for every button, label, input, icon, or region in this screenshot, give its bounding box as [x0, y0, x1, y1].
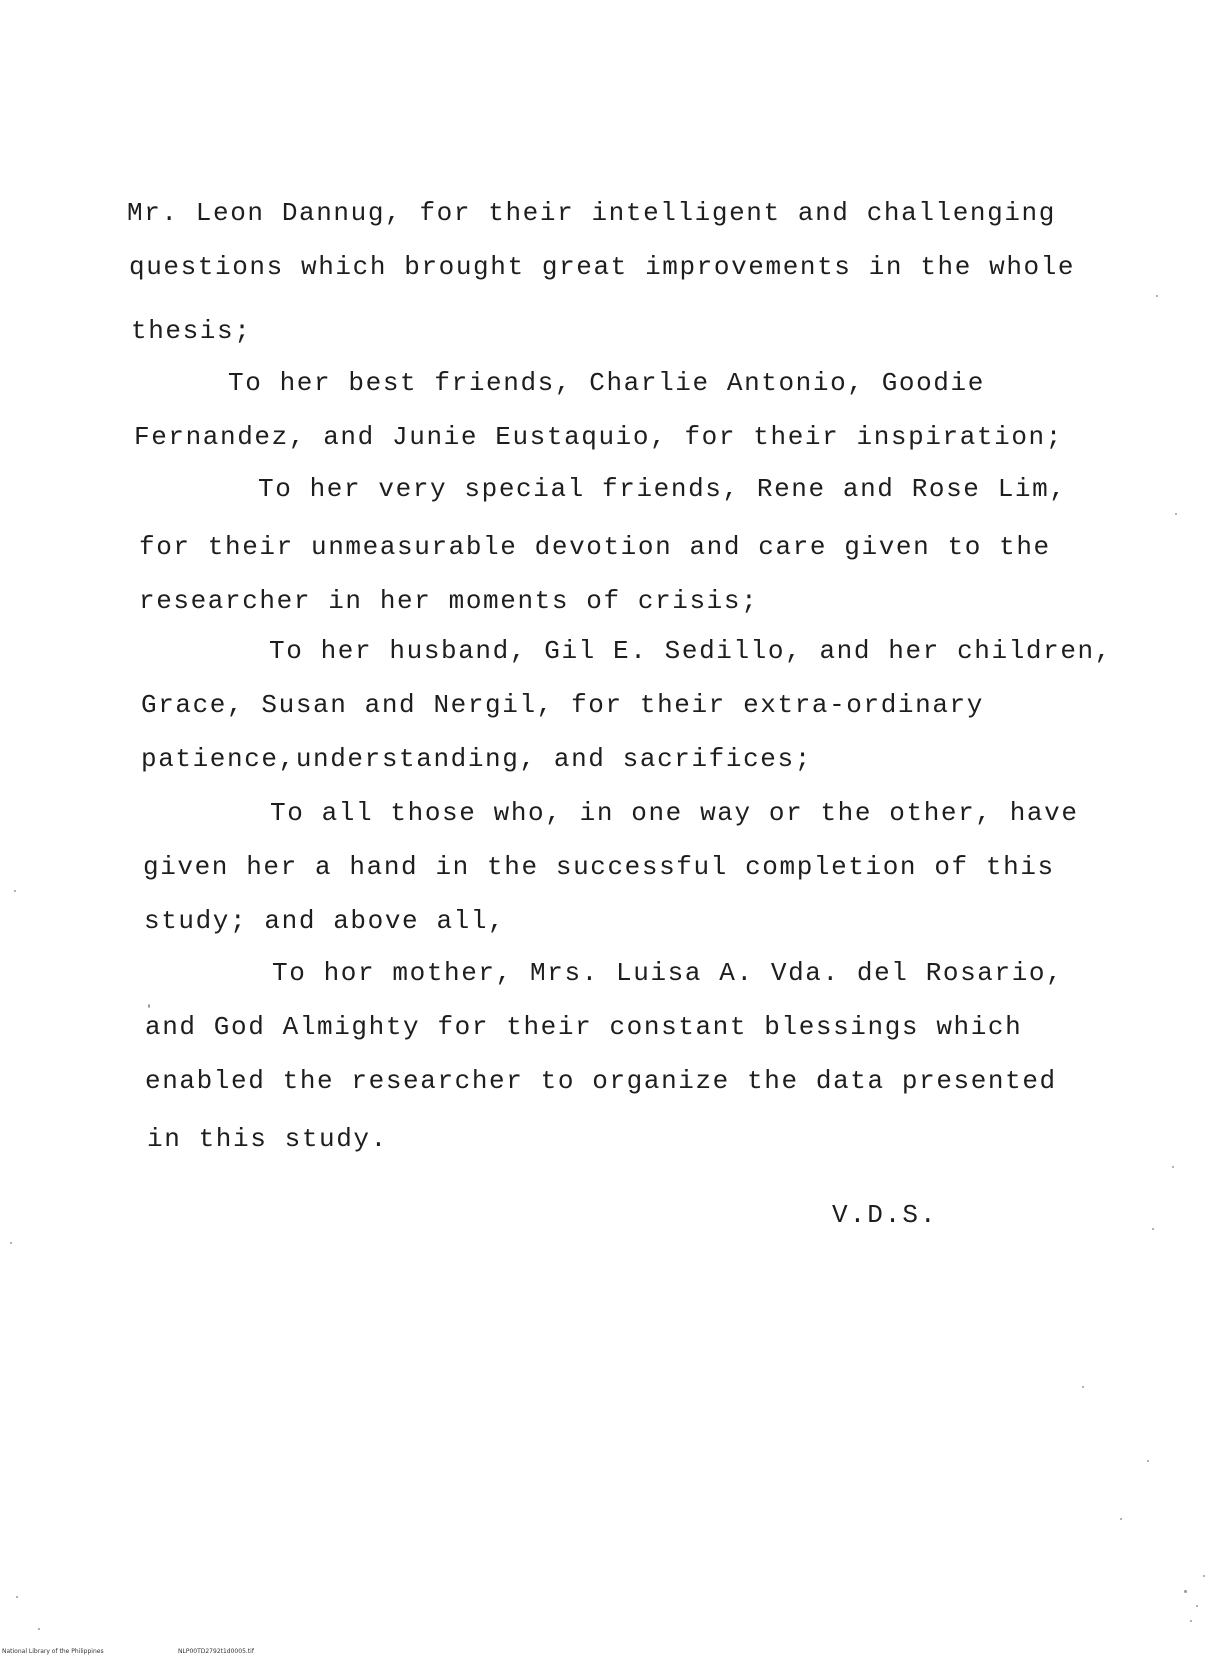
- text-line-8: researcher in her moments of crisis;: [139, 586, 759, 616]
- text-line-16: and God Almighty for their constant blessings which: [145, 1012, 1023, 1042]
- scan-speck: [1120, 1518, 1122, 1520]
- text-line-4: To her best friends, Charlie Antonio, Goodie: [228, 368, 985, 398]
- text-line-18: in this study.: [147, 1124, 388, 1154]
- text-line-5: Fernandez, and Junie Eustaquio, for their inspiration;: [134, 422, 1063, 452]
- text-line-11: patience,understanding, and sacrifices;: [141, 744, 812, 774]
- footer-library-name: National Library of the Philippines: [2, 1648, 104, 1655]
- scan-speck: [14, 890, 16, 892]
- scan-speck: [1172, 1166, 1174, 1168]
- footer-file-id: NLP00TD2792t1d0005.tif: [178, 1648, 254, 1655]
- scan-speck: [1147, 1460, 1149, 1462]
- scan-speck: [148, 1004, 150, 1008]
- text-line-10: Grace, Susan and Nergil, for their extra-ordinary: [141, 690, 984, 720]
- text-line-1: Mr. Leon Dannug, for their intelligent and challenging: [127, 198, 1056, 228]
- text-line-13: given her a hand in the successful completion of this: [143, 852, 1055, 882]
- scan-speck: [38, 1628, 40, 1630]
- scan-speck: [1184, 1590, 1187, 1593]
- scan-speck: [1196, 1605, 1198, 1607]
- scan-speck: [1203, 1575, 1205, 1577]
- text-line-14: study; and above all,: [144, 906, 506, 936]
- scan-speck: [10, 1242, 12, 1244]
- scan-speck: [1156, 295, 1158, 297]
- scan-speck: [1082, 1386, 1084, 1388]
- text-line-3: thesis;: [131, 316, 252, 346]
- signature-initials: V.D.S.: [832, 1200, 938, 1230]
- text-line-6: To her very special friends, Rene and Rose Lim,: [258, 474, 1067, 504]
- scan-speck: [1175, 513, 1177, 515]
- text-line-17: enabled the researcher to organize the data presented: [145, 1066, 1057, 1096]
- scan-speck: [1190, 1620, 1192, 1622]
- text-line-2: questions which brought great improvements in the whole: [129, 252, 1076, 282]
- scan-speck: [16, 1596, 18, 1598]
- scan-speck: [1152, 1228, 1154, 1230]
- text-line-7: for their unmeasurable devotion and care given to the: [139, 532, 1051, 562]
- text-line-9: To her husband, Gil E. Sedillo, and her children,: [269, 636, 1112, 666]
- text-line-15: To hor mother, Mrs. Luisa A. Vda. del Rosario,: [272, 958, 1064, 988]
- text-line-12: To all those who, in one way or the other, have: [270, 798, 1079, 828]
